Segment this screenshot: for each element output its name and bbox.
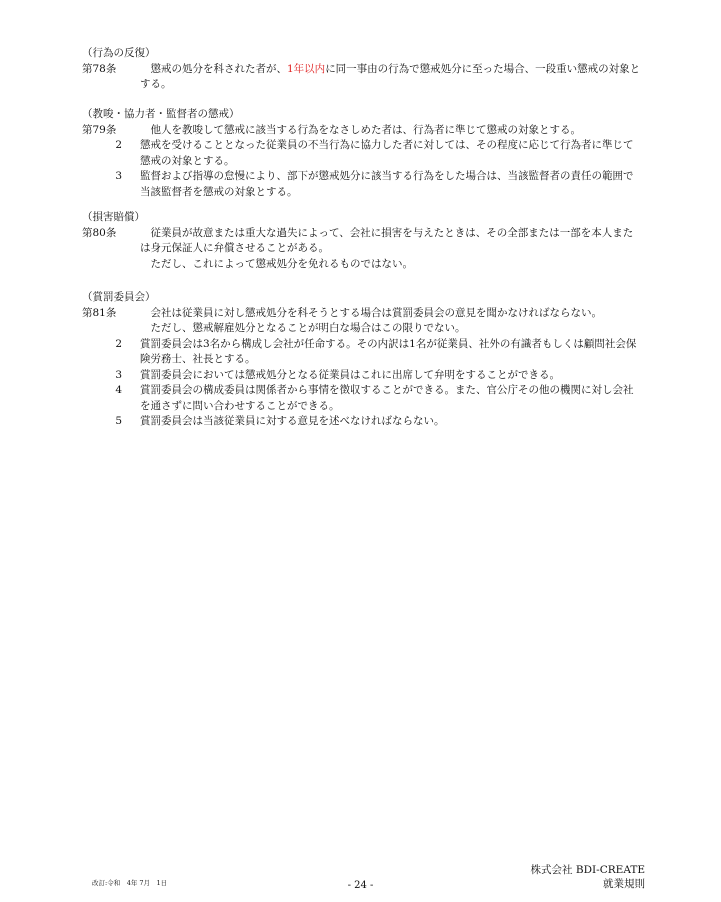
article-81 — [82, 306, 642, 322]
revision-date: 改訂:令和 4年 7月 1日 — [92, 879, 168, 887]
section-heading: （損害賠償） — [82, 211, 145, 223]
paragraph-text: 賞罰委員会の構成委員は関係者から事情を徴収することができる。また、官公庁その他の機関に対し会社を通さずに問い合わせすることができる。 — [140, 384, 634, 412]
paragraph-number: 5 — [115, 415, 122, 427]
paragraph-text: 賞罰委員会においては懲戒処分となる従業員はこれに出席して弁明をすることができる。 — [140, 368, 560, 381]
section-disciplinary-committee — [82, 290, 642, 430]
section-damages — [82, 210, 642, 272]
paragraph — [82, 138, 642, 169]
paragraph-number: 2 — [115, 337, 122, 350]
article-80 — [82, 226, 642, 257]
paragraph-number: 3 — [115, 368, 122, 381]
article-number: 第80条 — [82, 226, 117, 239]
article-text: 会社は従業員に対し懲戒処分を科そうとする場合は賞罰委員会の意見を聞かなければならない。 — [140, 306, 602, 319]
article-continuation: ただし、これによって懲戒処分を免れるものではない。 — [150, 257, 413, 270]
paragraph-number: 2 — [115, 139, 122, 151]
paragraph — [82, 169, 642, 200]
article-number: 第78条 — [82, 62, 117, 75]
paragraph-text: 賞罰委員会は3名から構成し会社が任命する。その内訳は1名が従業員、社外の有識者もしくは顧問社会保険労務士、社長とする。 — [140, 337, 637, 365]
footer-company-block — [531, 863, 645, 891]
section-repeat-offense — [82, 46, 642, 93]
article-78 — [82, 62, 642, 93]
paragraph-number: 3 — [115, 170, 122, 182]
page-number: - 24 - — [347, 880, 374, 891]
paragraph — [82, 337, 642, 368]
paragraph-text: 懲戒を受けることとなった従業員の不当行為に協力した者に対しては、その程度に応じて行為者に準じて懲戒の対象とする。 — [140, 139, 634, 167]
section-heading: （賞罰委員会） — [82, 291, 156, 303]
paragraph — [82, 414, 642, 430]
section-instigator-discipline — [82, 107, 642, 200]
article-number: 第79条 — [82, 123, 117, 136]
section-heading: （行為の反復） — [82, 47, 156, 59]
section-heading: （教唆・協力者・監督者の懲戒） — [82, 108, 240, 120]
article-text: 他人を教唆して懲戒に該当する行為をなさしめた者は、行為者に準じて懲戒の対象とする。 — [140, 123, 581, 136]
article-number: 第81条 — [82, 306, 117, 319]
paragraph-number: 4 — [115, 384, 122, 396]
article-text-part: 懲戒の処分を科された者が、 — [140, 62, 287, 75]
document-title: 就業規則 — [603, 878, 645, 890]
article-79 — [82, 123, 642, 139]
article-text-part: に同一事由の行為で懲戒処分に至った場合、一段重い懲戒の対象とする。 — [140, 62, 641, 90]
paragraph-text: 監督および指導の怠慢により、部下が懲戒処分に該当する行為をした場合は、当該監督者の責任の範囲で当該監督者を懲戒の対象とする。 — [140, 170, 634, 198]
article-text: 従業員が故意または重大な過失によって、会社に損害を与えたときは、その全部または一部を本人または身元保証人に弁償させることがある。 — [140, 226, 634, 254]
paragraph-text: 賞罰委員会は当該従業員に対する意見を述べなければならない。 — [140, 415, 445, 427]
article-text — [140, 62, 642, 93]
highlight-text: 1年以内 — [287, 62, 326, 75]
company-name: 株式会社 BDI-CREATE — [530, 864, 645, 876]
paragraph — [82, 383, 642, 414]
article-continuation: ただし、懲戒解雇処分となることが明白な場合はこの限りでない。 — [150, 322, 466, 334]
paragraph — [82, 368, 642, 384]
